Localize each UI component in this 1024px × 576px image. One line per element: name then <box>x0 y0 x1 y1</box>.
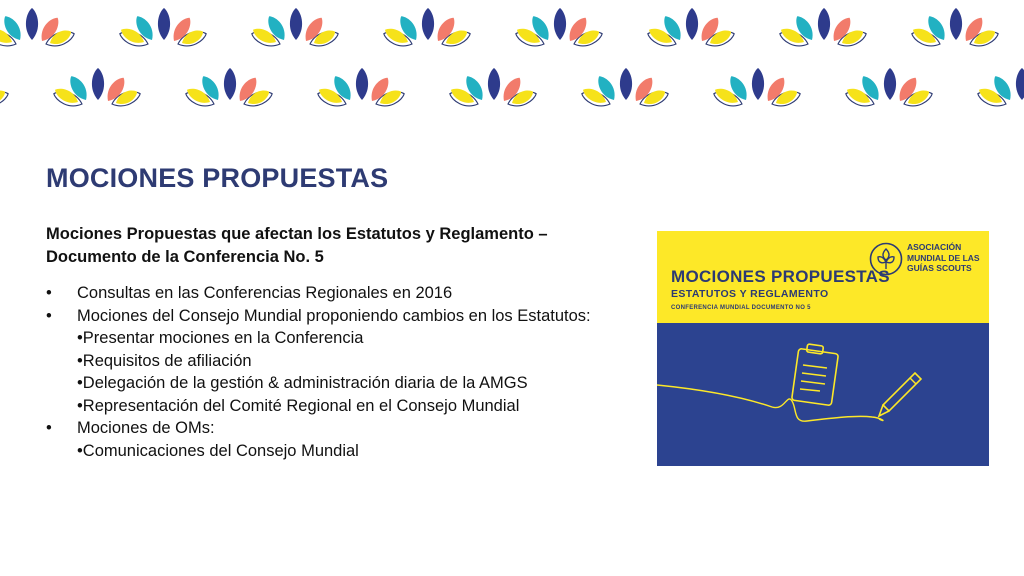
slide-body <box>46 223 626 462</box>
flower-motif <box>514 8 605 50</box>
sub-bullet-list <box>77 327 626 417</box>
flower-motif <box>316 68 407 110</box>
sub-bullet-item: • Representación del Comité Regional en el Consejo Mundial <box>77 395 626 418</box>
slide-subtitle <box>46 223 626 268</box>
subtitle-line-1: Mociones Propuestas que afectan los Estatutos y Reglamento – <box>46 225 548 243</box>
flower-motif <box>448 68 539 110</box>
flower-motif <box>778 8 869 50</box>
clipboard-icon <box>792 344 839 406</box>
flower-motif <box>250 8 341 50</box>
sub-bullet-item: • Delegación de la gestión & administración diaria de la AMGS <box>77 372 626 395</box>
sub-bullet-list <box>77 440 626 463</box>
flower-motif <box>0 68 10 110</box>
flower-motif <box>844 68 935 110</box>
flower-motif <box>712 68 803 110</box>
flower-motif <box>646 8 737 50</box>
cover-line-drawing <box>657 323 989 466</box>
flower-motif <box>52 68 143 110</box>
bullet-item <box>46 417 626 462</box>
organization-name: ASOCIACIÓN MUNDIAL DE LAS GUÍAS SCOUTS <box>907 242 980 273</box>
flower-motif <box>0 8 76 50</box>
cover-title: MOCIONES PROPUESTAS <box>671 267 890 286</box>
flower-motif <box>976 68 1024 110</box>
sub-bullet-item: • Requisitos de afiliación <box>77 350 626 373</box>
cover-document-label: CONFERENCIA MUNDIAL DOCUMENTO NO 5 <box>671 305 811 311</box>
flower-motif <box>382 8 473 50</box>
slide-title: MOCIONES PROPUESTAS <box>46 163 389 193</box>
bullet-list <box>46 282 626 462</box>
flower-motif <box>910 8 1001 50</box>
sub-bullet-item: • Comunicaciones del Consejo Mundial <box>77 440 626 463</box>
wagggs-logo <box>869 239 987 287</box>
cover-subtitle: ESTATUTOS Y REGLAMENTO <box>671 288 829 300</box>
sub-bullet-item: • Presentar mociones en la Conferencia <box>77 327 626 350</box>
document-cover-image <box>657 231 989 466</box>
scribble-line <box>657 385 883 421</box>
bullet-text: Mociones de OMs: <box>77 419 215 437</box>
subtitle-line-2: Documento de la Conferencia No. 5 <box>46 247 324 266</box>
flower-motif <box>580 68 671 110</box>
flower-motif <box>184 68 275 110</box>
bullet-item <box>46 282 626 305</box>
flower-motif <box>118 8 209 50</box>
pencil-icon <box>879 373 921 416</box>
bullet-text: Mociones del Consejo Mundial proponiendo cambios en los Estatutos: <box>77 306 591 325</box>
trefoil-emblem-icon <box>869 242 903 276</box>
bullet-text: Consultas en las Conferencias Regionales en 2016 <box>77 284 453 302</box>
decorative-flower-banner <box>0 0 1024 120</box>
bullet-item <box>46 305 626 418</box>
